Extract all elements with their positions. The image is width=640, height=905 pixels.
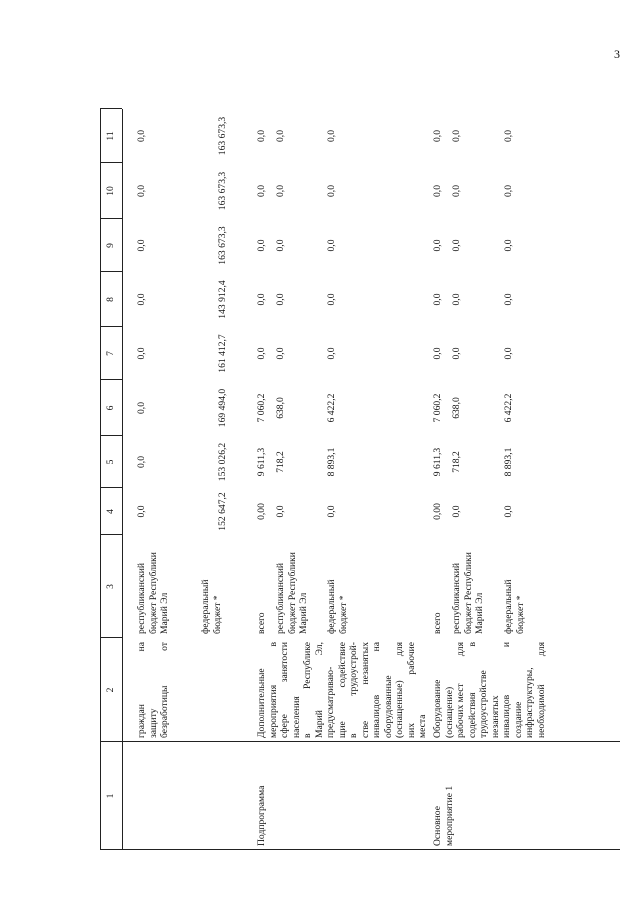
row2-kind: мероприятие 1 (443, 785, 455, 846)
row1-fed: 0,0 (326, 293, 337, 306)
row0-source-fed: бюджет * (211, 595, 223, 634)
text-fragment: оборудованные (382, 675, 394, 738)
text-fragment: инфраструктуры, (524, 667, 535, 738)
text-fragment: безработицы (159, 685, 170, 738)
row1-desc (279, 642, 291, 738)
text-fragment: и (501, 642, 512, 648)
row2-desc (444, 642, 456, 738)
text-fragment: для (535, 642, 547, 657)
column-rule (100, 849, 620, 850)
text-fragment: на (371, 642, 382, 652)
row2-total: 7 060,2 (432, 393, 443, 423)
text-fragment: создание (512, 701, 524, 738)
text-fragment: в (267, 642, 279, 647)
row2-fed: 8 893,1 (503, 447, 514, 477)
row1-rep: 718,2 (275, 451, 286, 473)
row2-fed: 0,0 (503, 293, 514, 306)
column-header: 7 (105, 351, 116, 356)
text-fragment: инвалидов (371, 694, 382, 738)
row1-desc (337, 642, 349, 738)
row0-value-fed: 143 912,4 (217, 280, 228, 319)
column-header: 2 (105, 687, 116, 693)
row1-total: 0,0 (256, 293, 267, 306)
row2-rep: 0,0 (451, 130, 462, 142)
row0-value: 0,0 (136, 185, 147, 197)
row1-rep: 0,0 (275, 185, 286, 197)
row0-value-fed: 163 673,3 (217, 116, 228, 156)
row0-value: 0,0 (136, 402, 147, 414)
row1-rep: 0,0 (275, 293, 286, 306)
row0-value: 0,0 (136, 239, 147, 252)
row1-fed: 0,0 (326, 130, 337, 142)
column-header: 5 (105, 459, 116, 465)
text-fragment: незанятых (359, 642, 371, 685)
text-fragment: содействие (336, 642, 348, 688)
row2-rep: 0,0 (451, 239, 462, 252)
row0-source-rep: бюджет Республики (147, 552, 159, 634)
column-header: 8 (105, 297, 116, 302)
row1-source-rep: бюджет Республики (286, 552, 298, 634)
row2-fed: 0,0 (503, 239, 514, 252)
row1-desc (348, 642, 360, 738)
row1-desc (417, 642, 429, 738)
row2-fed: 0,0 (503, 347, 514, 360)
row2-fed: 0,0 (503, 130, 514, 142)
row0-value: 0,0 (136, 505, 147, 518)
text-fragment: Оборудование (432, 679, 443, 738)
row0-value: 0,0 (136, 130, 147, 142)
row2-rep: 0,0 (451, 293, 462, 306)
row1-desc (268, 642, 280, 738)
row1-desc (302, 642, 314, 738)
row1-fed: 0,0 (326, 347, 337, 360)
row0-value: 0,0 (136, 293, 147, 306)
row1-total: 0,00 (256, 503, 267, 520)
row1-rep: 0,0 (275, 239, 286, 252)
row1-fed: 0,0 (326, 239, 337, 252)
row1-total: 0,0 (256, 130, 267, 142)
text-fragment: Эл, (313, 642, 325, 656)
row2-desc (467, 642, 479, 738)
column-rule (100, 741, 620, 742)
row2-desc (432, 642, 444, 738)
row2-total: 0,0 (432, 130, 443, 142)
row2-desc (455, 642, 467, 738)
row2-total: 0,0 (432, 185, 443, 197)
text-fragment: для (455, 642, 466, 657)
row1-source-fed: федеральный (326, 579, 337, 634)
row0-value-fed: 163 673,3 (217, 171, 228, 211)
text-fragment: трудоустройстве (478, 670, 489, 738)
text-fragment: в (302, 733, 313, 738)
row2-rep: 0,0 (451, 185, 462, 197)
row1-desc (383, 642, 395, 738)
text-fragment: незанятых (489, 695, 501, 738)
row1-source-fed: бюджет * (337, 595, 349, 634)
row0-source-fed: федеральный (200, 579, 211, 634)
row0-value: 0,0 (136, 347, 147, 360)
row1-fed: 8 893,1 (326, 447, 337, 477)
row1-total: 9 611,3 (256, 447, 267, 477)
row0-value-fed: 152 647,2 (217, 492, 228, 531)
row2-desc (513, 642, 525, 738)
row1-total: 0,0 (256, 347, 267, 360)
row2-total: 9 611,3 (432, 447, 443, 477)
text-fragment: них (405, 722, 417, 738)
row2-total: 0,0 (432, 239, 443, 252)
text-fragment: сфере (279, 714, 290, 738)
row2-desc (524, 642, 536, 738)
row0-desc (159, 642, 171, 738)
column-header: 1 (105, 793, 116, 799)
text-fragment: (оснащение) (443, 686, 455, 738)
row0-desc (136, 642, 148, 738)
row1-desc (314, 642, 326, 738)
row0-value-fed: 153 026,2 (217, 442, 228, 482)
row0-desc (148, 642, 160, 738)
row2-rep: 638,0 (451, 397, 462, 419)
row1-desc (394, 642, 406, 738)
text-fragment: содействия (466, 692, 478, 738)
row2-source-rep: бюджет Республики (462, 552, 474, 634)
text-fragment: необходимой (535, 684, 547, 738)
row2-total: 0,00 (432, 503, 443, 520)
row0-value-fed: 163 673,3 (217, 226, 228, 265)
row2-fed: 6 422,2 (503, 393, 514, 423)
row1-fed: 0,0 (326, 185, 337, 197)
row2-kind: Основное (432, 806, 443, 846)
row1-total: 0,0 (256, 185, 267, 197)
text-fragment: (оснащенные) (394, 680, 405, 738)
row1-desc (371, 642, 383, 738)
header-bottom-rule (122, 109, 123, 850)
text-fragment: для (394, 642, 405, 657)
row2-fed: 0,0 (503, 185, 514, 197)
row2-source-total: всего (432, 612, 443, 634)
row2-source-fed: бюджет * (514, 595, 526, 634)
row1-fed: 6 422,2 (326, 393, 337, 423)
row1-total: 0,0 (256, 239, 267, 252)
row1-rep: 0,0 (275, 347, 286, 360)
row0-source-rep: республиканский (136, 562, 147, 634)
row1-rep: 0,0 (275, 130, 286, 142)
row1-desc (291, 642, 303, 738)
column-header: 10 (105, 186, 116, 196)
row2-desc (478, 642, 490, 738)
row0-source-rep: Марий Эл (159, 592, 170, 634)
text-fragment: мероприятия (267, 684, 279, 738)
text-fragment: от (159, 642, 170, 651)
row1-kind: Подпрограмма (256, 785, 267, 846)
header-top-rule (100, 109, 101, 850)
text-fragment: на (136, 642, 147, 652)
row1-source-total: всего (256, 612, 267, 634)
column-header: 9 (105, 243, 116, 248)
row2-source-rep: республиканский (451, 562, 462, 634)
page-number: 3 (614, 47, 620, 61)
text-fragment: в (466, 642, 478, 647)
text-fragment: граждан (136, 704, 147, 738)
column-header: 6 (105, 405, 116, 411)
row1-desc (406, 642, 418, 738)
text-fragment: рабочие (405, 642, 417, 675)
row1-total: 7 060,2 (256, 393, 267, 423)
row2-total: 0,0 (432, 293, 443, 306)
row2-desc (536, 642, 548, 738)
row0-value: 0,0 (136, 456, 147, 468)
text-fragment: рабочих мест (455, 683, 466, 738)
text-fragment: предусматриваю- (325, 666, 336, 738)
text-fragment: щие (336, 721, 348, 738)
budget-table (100, 52, 640, 850)
text-fragment: населения (290, 696, 302, 738)
column-header: 11 (105, 131, 116, 141)
row2-source-rep: Марий Эл (474, 592, 485, 634)
row2-rep: 0,0 (451, 347, 462, 360)
text-fragment: Республике (302, 642, 313, 690)
row1-rep: 0,0 (275, 505, 286, 518)
row0-value-fed: 161 412,7 (217, 334, 228, 373)
text-fragment: в (348, 733, 359, 738)
row2-total: 0,0 (432, 347, 443, 360)
text-fragment: Дополнительные (256, 668, 267, 738)
text-fragment: инвалидов (501, 694, 512, 738)
row2-fed: 0,0 (503, 505, 514, 518)
row1-fed: 0,0 (326, 505, 337, 518)
text-fragment: стве (359, 720, 371, 738)
row1-rep: 638,0 (275, 397, 286, 419)
text-fragment: Марий (313, 710, 325, 738)
row2-source-fed: федеральный (503, 579, 514, 634)
row0-value-fed: 169 494,0 (217, 388, 228, 428)
column-header: 3 (105, 584, 116, 589)
text-fragment: защиту (147, 708, 159, 738)
row2-desc (501, 642, 513, 738)
text-fragment: занятости (279, 642, 290, 683)
row2-desc (490, 642, 502, 738)
column-header: 4 (105, 509, 116, 514)
text-fragment: трудоустрой- (348, 642, 359, 696)
row2-rep: 0,0 (451, 505, 462, 518)
row2-rep: 718,2 (451, 451, 462, 473)
text-fragment: места (417, 714, 428, 738)
row1-source-rep: Марий Эл (298, 592, 309, 634)
row1-desc (360, 642, 372, 738)
row1-desc (325, 642, 337, 738)
row1-desc (256, 642, 268, 738)
row1-source-rep: республиканский (275, 562, 286, 634)
